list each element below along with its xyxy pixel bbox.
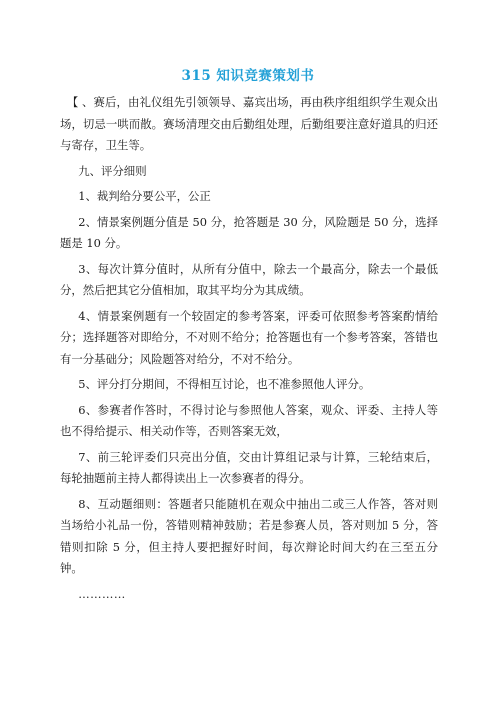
rule-item-7: 7、前三轮评委们只亮出分值，交由计算组记录与计算，三轮结束后，每轮抽题前主持人都得读出上一次参赛者的得分。: [60, 449, 438, 485]
paragraph-intro: 【 、赛后，由礼仪组先引领领导、嘉宾出场，再由秩序组组织学生观众出场，切忌一哄而散。赛场清理交由后勤组处理，后勤组要注意好道具的归还与寄存，卫生等。: [60, 95, 438, 152]
rule-item-6: 6、参赛者作答时，不得讨论与参照他人答案，观众、评委、主持人等也不得给提示、相关动作等，否则答案无效，: [60, 402, 438, 438]
ellipsis: …………: [78, 586, 126, 601]
rule-item-4: 4、情景案例题有一个较固定的参考答案，评委可依照参考答案酌情给分；选择题答对即给分，不对则不给分；抢答题也有一个参考答案，答错也有一分基础分；风险题答对给分，不对不给分。: [60, 308, 438, 366]
rule-item-2: 2、情景案例题分值是 50 分，抢答题是 30 分，风险题是 50 分，选择题是 10 分。: [60, 214, 438, 250]
document-body: [60, 92, 438, 605]
section-heading: 九、评分细则: [78, 163, 147, 178]
rule-item-1: 1、裁判给分要公平，公正: [78, 189, 211, 203]
rule-item-8: 8、互动题细则：答题者只能随机在观众中抽出二或三人作答，答对则当场给小礼品一份，答错则精神鼓励；若是参赛人员，答对则加 5 分，答错则扣除 5 分，但主持人要把握好时间，每次辩论时间大约在三至五分钟。: [60, 496, 438, 575]
document-title: 315 知识竞赛策划书: [181, 68, 315, 84]
rule-item-5: 5、评分打分期间，不得相互讨论，也不准参照他人评分。: [78, 377, 371, 391]
rule-item-3: 3、每次计算分值时，从所有分值中，除去一个最高分，除去一个最低分，然后把其它分值相加，取其平均分为其成绩。: [60, 261, 438, 297]
